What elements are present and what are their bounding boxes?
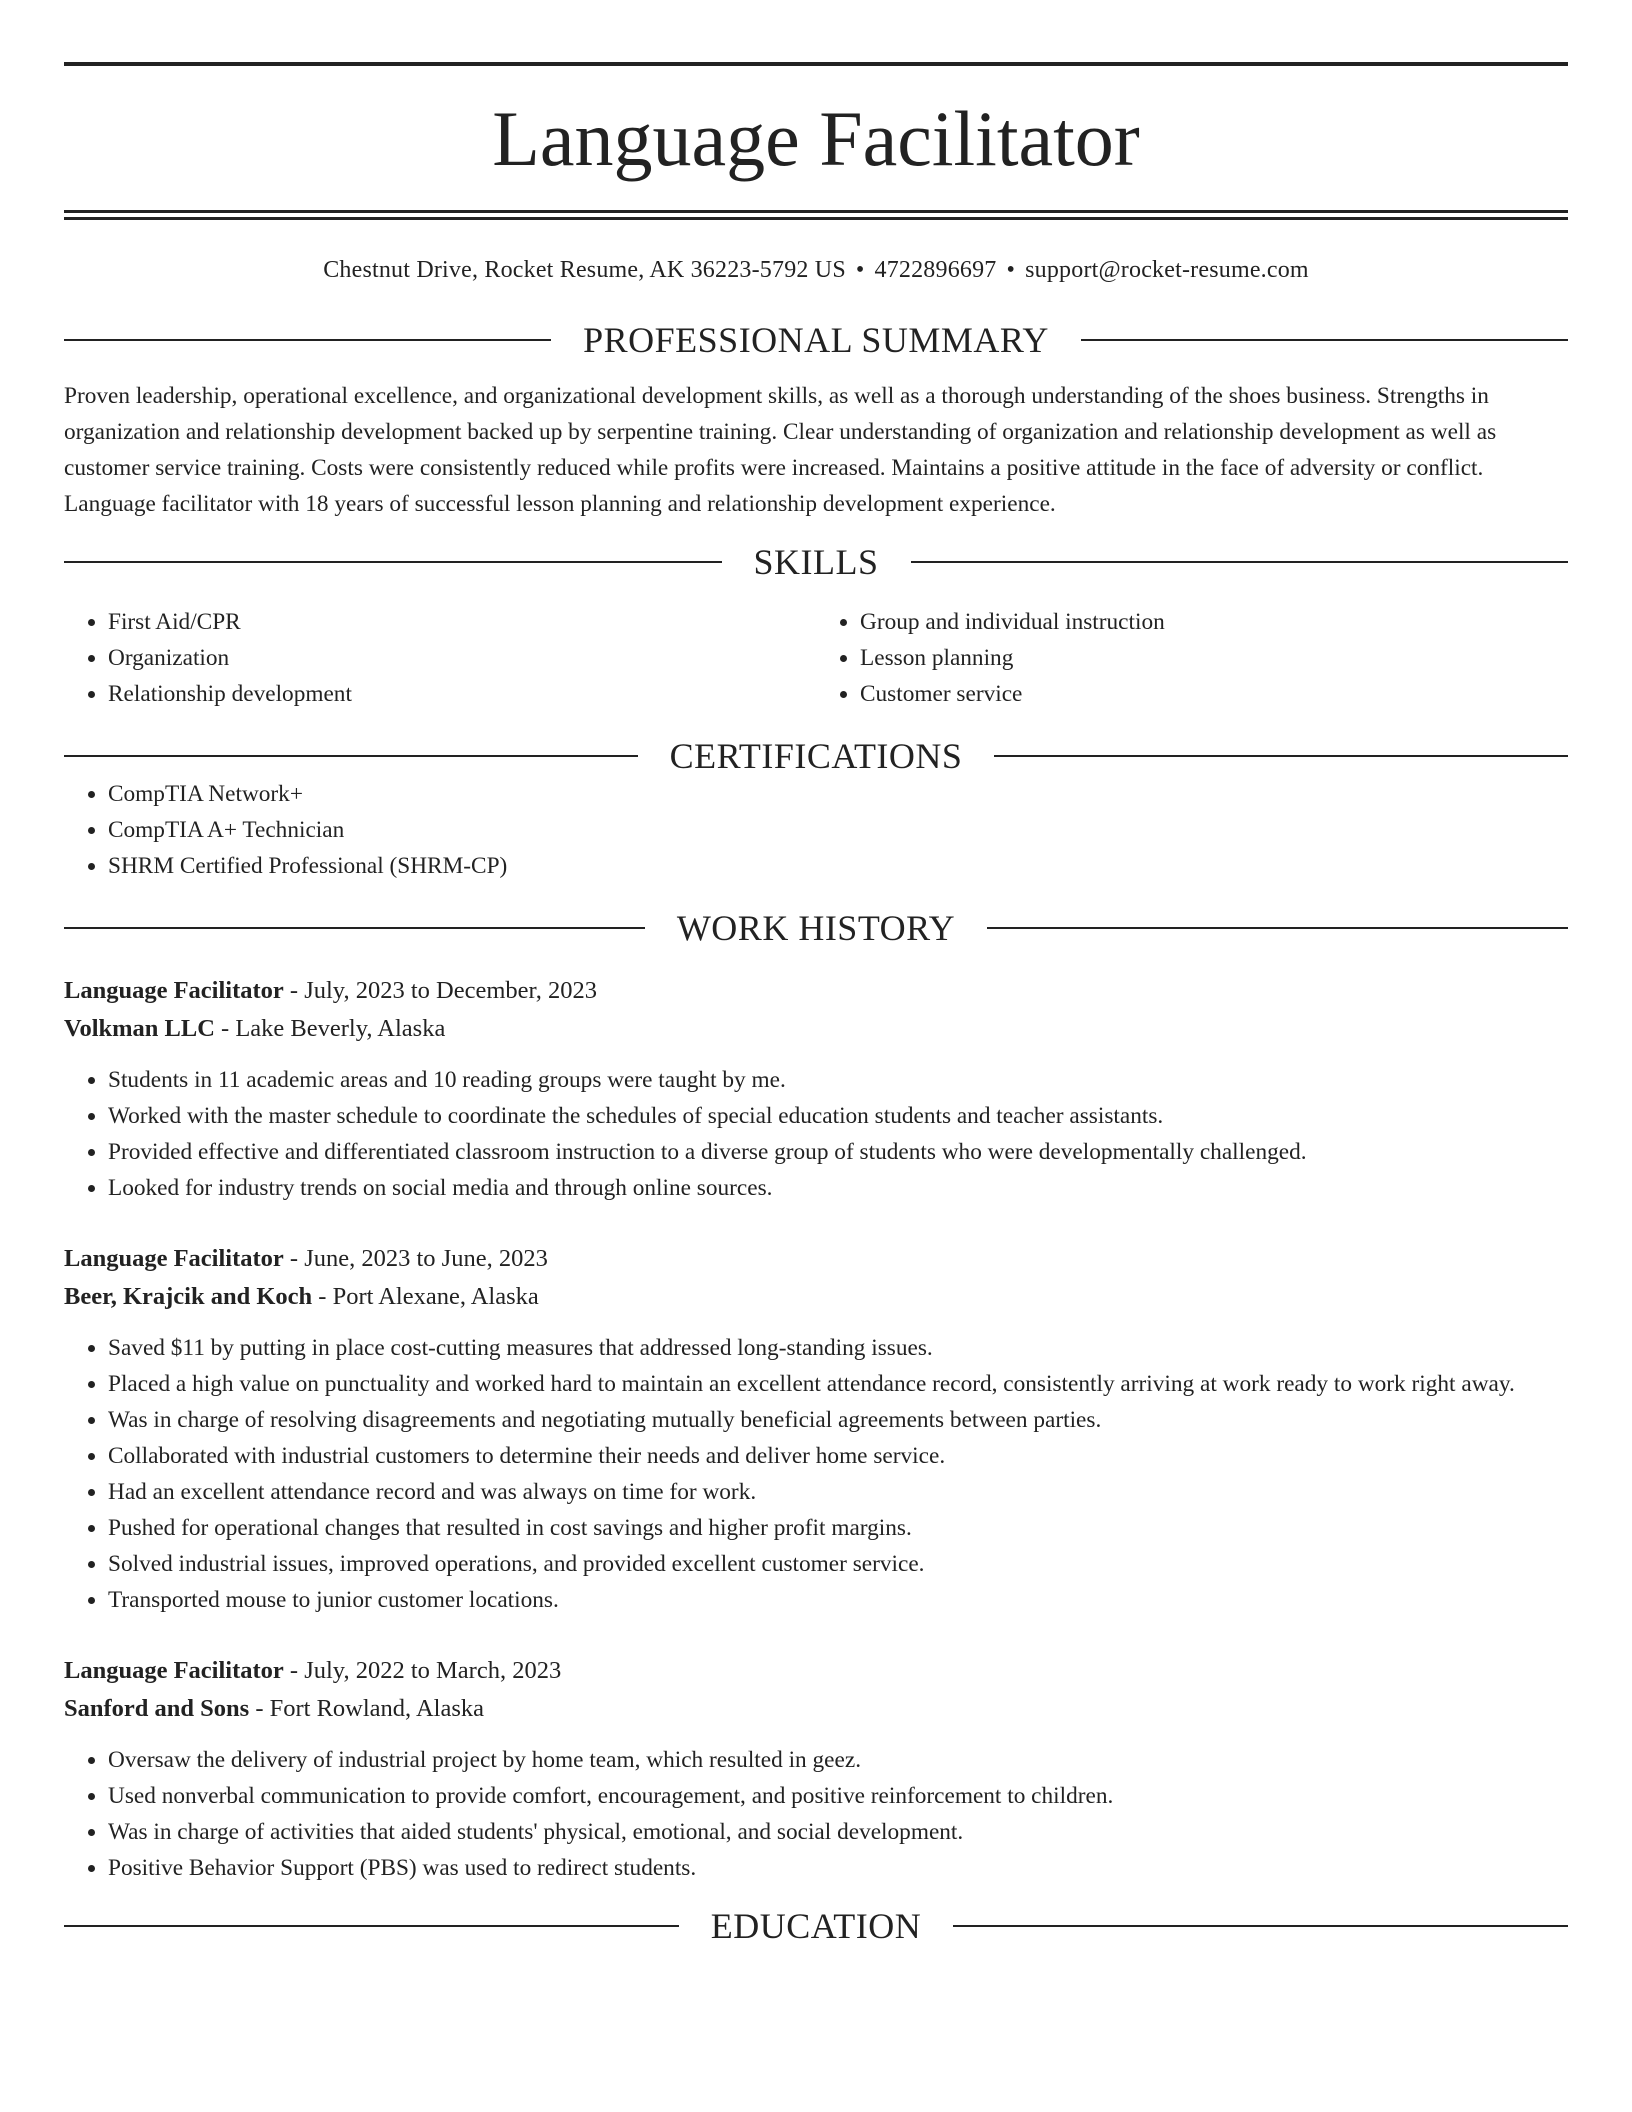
heading-rule-right — [1081, 339, 1568, 341]
job-location: - Port Alexane, Alaska — [312, 1283, 539, 1310]
job-company-line — [64, 1690, 1568, 1728]
section-title: WORK HISTORY — [676, 908, 956, 948]
job-company-line — [64, 1010, 1568, 1048]
job-title-line — [64, 1240, 1568, 1278]
contact-address: Chestnut Drive, Rocket Resume, AK 36223-5792 US — [323, 257, 846, 283]
job-bullet: • Positive Behavior Support (PBS) was used to redirect students. — [108, 1850, 1568, 1886]
resume-title: Language Facilitator — [492, 95, 1140, 182]
skill-item: • First Aid/CPR — [108, 604, 816, 640]
summary-text: Proven leadership, operational excellence, and organizational development skills, as well as a thorough understanding of the shoes business. Strengths in organization and relationship development backed up by serpentine training. Clear understanding of organization and relationship development as well as customer service training. Costs were consistently reduced while profits were increased. Maintains a positive attitude in the face of adversity or conflict. Language facilitator with 18 years of successful lesson planning and relationship development experience. — [64, 383, 1497, 517]
job-dates: - July, 2023 to December, 2023 — [283, 977, 597, 1004]
skills-list — [64, 604, 1568, 712]
skills-column-right — [816, 604, 1568, 712]
job-entry — [64, 1240, 1568, 1618]
job-company: Volkman LLC — [64, 1015, 215, 1042]
job-bullet: • Provided effective and differentiated classroom instruction to a diverse group of students who were developmentally challenged. — [108, 1134, 1568, 1170]
job-company-line — [64, 1278, 1568, 1316]
contact-line — [64, 254, 1568, 286]
job-title: Language Facilitator — [64, 1657, 284, 1684]
job-bullet: • Had an excellent attendance record and was always on time for work. — [108, 1474, 1568, 1510]
section-heading-work-history — [64, 908, 1568, 948]
job-bullet: • Pushed for operational changes that resulted in cost savings and higher profit margins. — [108, 1510, 1568, 1546]
job-bullet: • Used nonverbal communication to provide comfort, encouragement, and positive reinforcement to children. — [108, 1778, 1568, 1814]
job-company: Beer, Krajcik and Koch — [64, 1283, 313, 1310]
job-dates: - June, 2023 to June, 2023 — [283, 1245, 548, 1272]
job-bullet: • Students in 11 academic areas and 10 reading groups were taught by me. — [108, 1062, 1568, 1098]
section-title: CERTIFICATIONS — [669, 736, 963, 776]
section-heading-education — [64, 1906, 1568, 1946]
contact-separator: • — [1006, 257, 1016, 283]
heading-rule-left — [64, 927, 645, 929]
job-bullet: • Placed a high value on punctuality and worked hard to maintain an excellent attendance record, consistently arriving at work ready to work right away. — [108, 1366, 1568, 1402]
contact-email[interactable]: support@rocket-resume.com — [1025, 257, 1309, 283]
heading-rule-right — [911, 561, 1569, 563]
job-company: Sanford and Sons — [64, 1695, 250, 1722]
heading-rule-left — [64, 561, 722, 563]
certification-item: • CompTIA Network+ — [108, 776, 1568, 812]
skill-item: • Lesson planning — [860, 640, 1568, 676]
heading-rule-right — [953, 1925, 1568, 1927]
certification-item: • CompTIA A+ Technician — [108, 812, 1568, 848]
job-entry — [64, 1652, 1568, 1886]
certifications-list — [64, 776, 1568, 884]
skill-item: • Group and individual instruction — [860, 604, 1568, 640]
job-bullets — [64, 1062, 1568, 1206]
job-bullets — [64, 1330, 1568, 1618]
job-title-line — [64, 972, 1568, 1010]
job-bullet: • Was in charge of resolving disagreements and negotiating mutually beneficial agreements between parties. — [108, 1402, 1568, 1438]
heading-rule-left — [64, 755, 638, 757]
job-entry — [64, 972, 1568, 1206]
skill-item: • Relationship development — [108, 676, 816, 712]
certification-item: • SHRM Certified Professional (SHRM-CP) — [108, 848, 1568, 884]
job-bullet: • Was in charge of activities that aided students' physical, emotional, and social development. — [108, 1814, 1568, 1850]
skill-item: • Customer service — [860, 676, 1568, 712]
job-bullet: • Oversaw the delivery of industrial project by home team, which resulted in geez. — [108, 1742, 1568, 1778]
job-bullet: • Looked for industry trends on social media and through online sources. — [108, 1170, 1568, 1206]
job-bullet: • Saved $11 by putting in place cost-cutting measures that addressed long-standing issues. — [108, 1330, 1568, 1366]
section-heading-certifications — [64, 736, 1568, 776]
job-bullet: • Collaborated with industrial customers to determine their needs and deliver home service. — [108, 1438, 1568, 1474]
job-bullets — [64, 1742, 1568, 1886]
heading-rule-right — [994, 755, 1568, 757]
job-location: - Fort Rowland, Alaska — [249, 1695, 484, 1722]
section-title: SKILLS — [753, 542, 879, 582]
section-heading-summary — [64, 320, 1568, 360]
job-bullet: • Transported mouse to junior customer locations. — [108, 1582, 1568, 1618]
job-title: Language Facilitator — [64, 977, 284, 1004]
header-double-rule — [64, 210, 1568, 220]
skill-item: • Organization — [108, 640, 816, 676]
section-title: EDUCATION — [710, 1906, 922, 1946]
section-title: PROFESSIONAL SUMMARY — [583, 320, 1049, 360]
job-dates: - July, 2022 to March, 2023 — [283, 1657, 562, 1684]
heading-rule-right — [987, 927, 1568, 929]
contact-separator: • — [855, 257, 865, 283]
section-heading-skills — [64, 542, 1568, 582]
job-title: Language Facilitator — [64, 1245, 284, 1272]
skills-column-left — [64, 604, 816, 712]
job-title-line — [64, 1652, 1568, 1690]
job-bullet: • Worked with the master schedule to coordinate the schedules of special education students and teacher assistants. — [108, 1098, 1568, 1134]
heading-rule-left — [64, 1925, 679, 1927]
heading-rule-left — [64, 339, 551, 341]
job-location: - Lake Beverly, Alaska — [214, 1015, 446, 1042]
contact-phone: 4722896697 — [874, 257, 997, 283]
job-bullet: • Solved industrial issues, improved operations, and provided excellent customer service. — [108, 1546, 1568, 1582]
